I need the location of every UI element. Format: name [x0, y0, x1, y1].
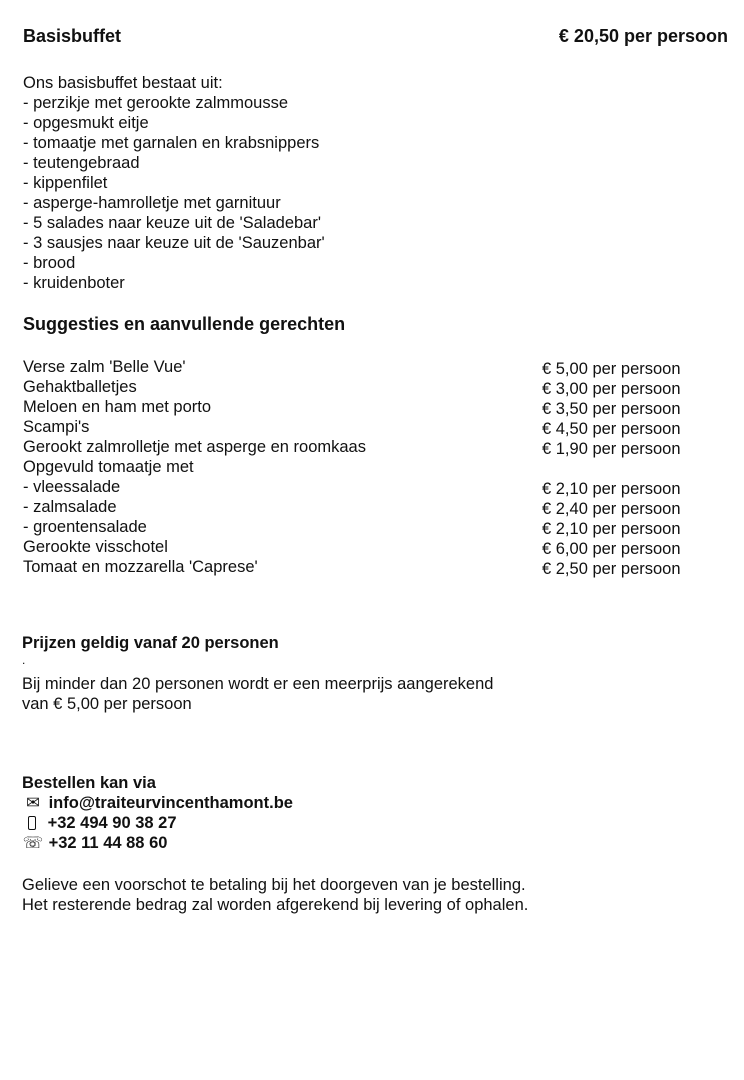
menu-item-price: € 2,50 per persoon	[542, 560, 681, 578]
menu-item-name: Scampi's	[23, 418, 90, 436]
menu-row	[23, 377, 723, 397]
menu-item-price: € 5,00 per persoon	[542, 360, 681, 378]
menu-item-name: Meloen en ham met porto	[23, 398, 212, 416]
suggesties-list	[23, 357, 723, 577]
envelope-icon: ✉	[26, 794, 40, 812]
basisbuffet-price: € 20,50 per persoon	[558, 26, 728, 46]
mobile-number[interactable]: +32 494 90 38 27	[47, 814, 177, 832]
list-item: - asperge-hamrolletje met garnituur	[23, 194, 281, 212]
mobile-phone-icon	[28, 816, 36, 830]
basisbuffet-list	[23, 73, 325, 293]
phone-row	[22, 833, 167, 853]
menu-item-name: - groentensalade	[23, 518, 147, 536]
prijzen-title: Prijzen geldig vanaf 20 personen	[22, 634, 279, 652]
menu-item-price: € 2,10 per persoon	[542, 520, 681, 538]
footer-line: Het resterende bedrag zal worden afgerekend bij levering of ophalen.	[22, 896, 529, 914]
menu-item-name: Gehaktballetjes	[23, 378, 137, 396]
list-item: - opgesmukt eitje	[23, 114, 149, 132]
list-item: - 5 salades naar keuze uit de 'Saladebar'	[23, 214, 321, 232]
menu-row	[23, 537, 723, 557]
menu-item-name: Gerookte visschotel	[23, 538, 168, 556]
menu-row	[23, 557, 723, 577]
prijzen-line: van € 5,00 per persoon	[22, 695, 192, 713]
menu-item-name: Opgevuld tomaatje met	[23, 458, 194, 476]
prijzen-line: Bij minder dan 20 personen wordt er een meerprijs aangerekend	[22, 675, 494, 693]
menu-row	[23, 457, 723, 477]
basisbuffet-title: Basisbuffet	[23, 26, 122, 46]
list-item: - teutengebraad	[23, 154, 140, 172]
menu-item-name: - zalmsalade	[23, 498, 117, 516]
prijzen-text	[22, 674, 493, 714]
menu-item-price: € 2,40 per persoon	[542, 500, 681, 518]
prijzen-dot: .	[22, 653, 26, 667]
menu-item-price: € 6,00 per persoon	[542, 540, 681, 558]
email-link[interactable]: info@traiteurvincenthamont.be	[48, 794, 293, 812]
list-item: - tomaatje met garnalen en krabsnippers	[23, 134, 320, 152]
menu-item-price: € 1,90 per persoon	[542, 440, 681, 458]
menu-row	[23, 517, 723, 537]
email-row	[22, 793, 293, 813]
telephone-icon: ☏	[22, 834, 44, 852]
menu-row	[23, 437, 723, 457]
menu-item-name: Verse zalm 'Belle Vue'	[23, 358, 186, 376]
menu-row	[23, 497, 723, 517]
menu-item-price: € 3,50 per persoon	[542, 400, 681, 418]
menu-item-price: € 4,50 per persoon	[542, 420, 681, 438]
mobile-row	[22, 813, 177, 833]
bestellen-title: Bestellen kan via	[22, 774, 156, 792]
list-item: - kippenfilet	[23, 174, 108, 192]
phone-number[interactable]: +32 11 44 88 60	[48, 834, 168, 852]
footer-line: Gelieve een voorschot te betaling bij het doorgeven van je bestelling.	[22, 876, 526, 894]
menu-item-name: Gerookt zalmrolletje met asperge en roomkaas	[23, 438, 366, 456]
list-item: - 3 sausjes naar keuze uit de 'Sauzenbar'	[23, 234, 325, 252]
list-item: - perzikje met gerookte zalmmousse	[23, 94, 289, 112]
menu-item-price: € 3,00 per persoon	[542, 380, 681, 398]
menu-item-name: - vleessalade	[23, 478, 121, 496]
menu-row	[23, 417, 723, 437]
suggesties-title: Suggesties en aanvullende gerechten	[23, 314, 346, 334]
menu-row	[23, 477, 723, 497]
menu-row	[23, 357, 723, 377]
list-item: - kruidenboter	[23, 274, 125, 292]
footer-text	[22, 875, 528, 915]
list-item: - brood	[23, 254, 76, 272]
menu-item-price: € 2,10 per persoon	[542, 480, 681, 498]
menu-item-name: Tomaat en mozzarella 'Caprese'	[23, 558, 258, 576]
basisbuffet-intro: Ons basisbuffet bestaat uit:	[23, 74, 223, 92]
menu-row	[23, 397, 723, 417]
